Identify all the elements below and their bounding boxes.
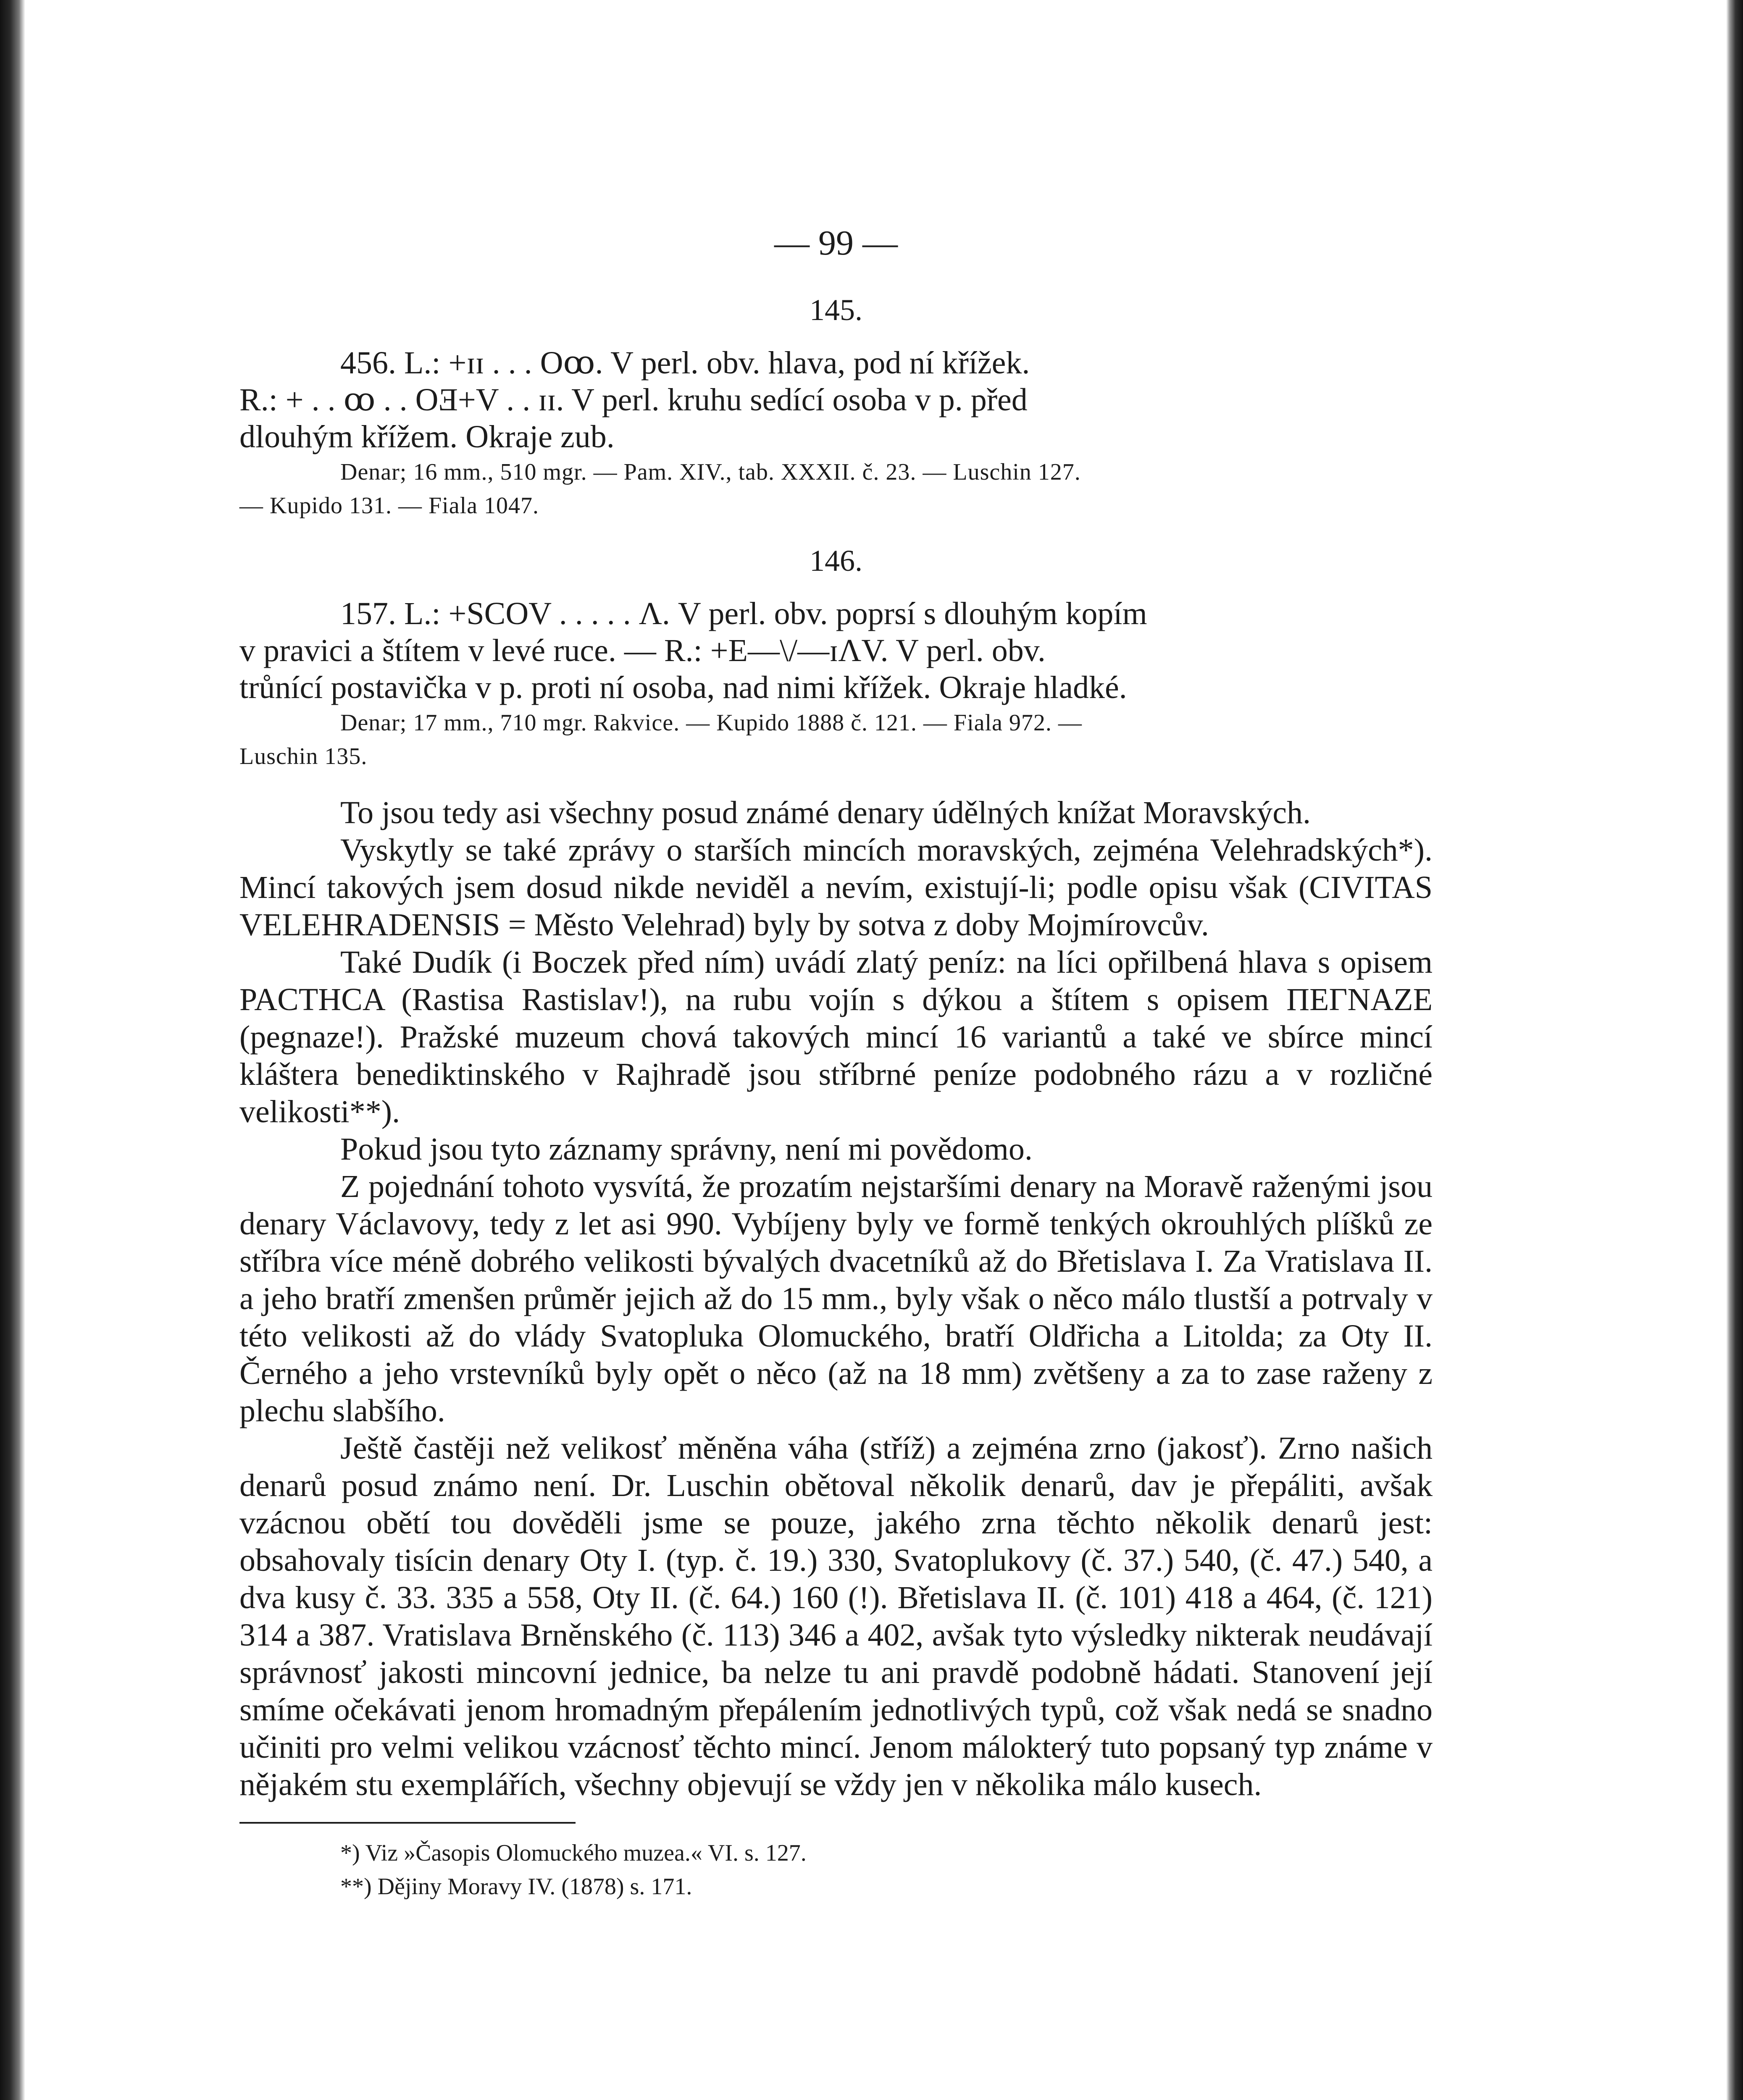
footnote: *) Viz »Časopis Olomuckého muzea.« VI. s. 127.	[340, 1840, 807, 1866]
entry-number: 145.	[810, 293, 862, 327]
body-paragraph: Ještě častěji než velikosť měněna váha (stříž) a zejména zrno (jakosť). Zrno našich denarů posud známo není. Dr. Luschin obětoval několik denarů, dav je přepáliti, avšak vzácnou obětí tou dověděli jsme se pouze, jakého zrna těchto několik denarů jest: obsahovaly tisícin denary Oty I. (typ. č. 19.) 330, Svatoplukovy (č. 37.) 540, (č. 47.) 540, a dva kusy č. 33. 335 a 558, Oty II. (č. 64.) 160 (!). Břetislava II. (č. 101) 418 a 464, (č. 121) 314 a 387. Vratislava Brněnského (č. 113) 346 a 402, avšak tyto výsledky nikterak neudávají správnosť jakosti mincovní jednice, ba nelze tu ani pravdě podobně hádati. Stanovení její smíme očekávati jenom hromadným přepálením jednotlivých typů, což však nedá se snadno učiniti pro velmi velikou vzácnosť těchto mincí. Jenom málokterý tuto popsaný typ známe v nějakém stu exemplářích, všechny objevují se vždy jen v několika málo kusech.	[239, 1431, 1433, 1802]
entry-line: v pravici a štítem v levé ruce. — R.: +E—\/—ɪΛV. V perl. obv.	[239, 633, 1046, 668]
body-paragraph: Pokud jsou tyto záznamy správny, není mi povědomo.	[340, 1131, 1033, 1167]
footnote-divider	[239, 1822, 576, 1824]
entry-note: — Kupido 131. — Fiala 1047.	[239, 493, 539, 519]
body-paragraph: Také Dudík (i Boczek před ním) uvádí zlatý peníz: na líci opřilbená hlava s opisem PACTHCA (Rastisa Rastislav!), na rubu vojín s dýkou a štítem s opisem ΠEΓNAZE (pegnaze!). Pražské muzeum chová takových mincí 16 variantů a také ve sbírce mincí kláštera benediktinského v Rajhradě jsou stříbrné peníze podobného rázu a v rozličné velikosti**).	[239, 945, 1433, 1129]
entry-line: trůnící postavička v p. proti ní osoba, nad nimi křížek. Okraje hladké.	[239, 670, 1127, 705]
entry-number: 146.	[810, 544, 862, 578]
scan-edge-left	[0, 0, 25, 2100]
entry-line: R.: + . . ꝏ . . OƎ+V . . ɪɪ. V perl. kruhu sedící osoba v p. před	[239, 382, 1028, 417]
catalog-entry-145	[239, 293, 1433, 522]
body-paragraph: Z pojednání tohoto vysvítá, že prozatím nejstaršími denary na Moravě raženými jsou denary Václavovy, tedy z let asi 990. Vybíjeny byly ve formě tenkých okrouhlých plíšků ze stříbra více méně dobrého velikosti bývalých dvacetníků až do Břetislava I. Za Vratislava II. a jeho bratří zmenšen průměr jejich až do 15 mm., byly však o něco málo tlustší a potrvaly v této velikosti až do vlády Svatopluka Olomuckého, bratří Oldřicha a Litolda; za Oty II. Černého a jeho vrstevníků byly opět o něco (až na 18 mm) zvětšeny a za to zase raženy z plechu slabšího.	[239, 1169, 1433, 1428]
entry-note: Denar; 16 mm., 510 mgr. — Pam. XIV., tab. XXXII. č. 23. — Luschin 127.	[340, 459, 1081, 485]
entry-line: dlouhým křížem. Okraje zub.	[239, 419, 615, 454]
entry-line: 157. L.: +SCOV . . . . . Λ. V perl. obv. poprsí s dlouhým kopím	[340, 596, 1147, 631]
entry-note: Denar; 17 mm., 710 mgr. Rakvice. — Kupido 1888 č. 121. — Fiala 972. —	[340, 710, 1082, 736]
catalog-entry-146	[239, 543, 1433, 773]
entry-note: Luschin 135.	[239, 743, 368, 769]
body-paragraph: To jsou tedy asi všechny posud známé denary údělných knížat Moravských.	[340, 795, 1311, 830]
scan-edge-right	[1726, 0, 1743, 2100]
footnote: **) Dějiny Moravy IV. (1878) s. 171.	[340, 1874, 692, 1900]
body-paragraph: Vyskytly se také zprávy o starších mincích moravských, zejména Velehradských*). Mincí takových jsem dosud nikde neviděl a nevím, existují-li; podle opisu však (CIVITAS VELEHRADENSIS = Město Velehrad) byly by sotva z doby Mojmírovcův.	[239, 832, 1433, 942]
page-number: — 99 —	[774, 223, 898, 262]
entry-line: 456. L.: +ɪɪ . . . Oꝏ. V perl. obv. hlava, pod ní křížek.	[340, 345, 1030, 381]
page-body	[239, 223, 1433, 1903]
